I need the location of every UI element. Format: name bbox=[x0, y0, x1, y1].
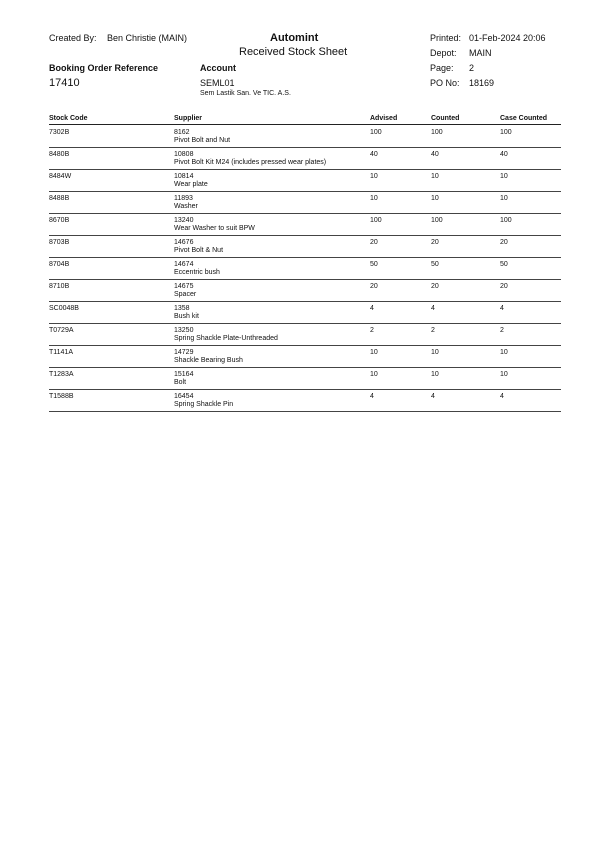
table-row bbox=[49, 323, 561, 346]
supplier-description-cell: Eccentric bush bbox=[174, 269, 220, 276]
case-counted-cell: 10 bbox=[500, 371, 508, 378]
case-counted-cell: 50 bbox=[500, 261, 508, 268]
advised-cell: 20 bbox=[370, 239, 378, 246]
case-counted-cell: 4 bbox=[500, 305, 504, 312]
advised-cell: 100 bbox=[370, 217, 382, 224]
stock-code-cell: 8480B bbox=[49, 151, 70, 158]
stock-code-cell: T1141A bbox=[49, 349, 73, 356]
printed-value: 01-Feb-2024 20:06 bbox=[469, 33, 546, 43]
sheet-title: Received Stock Sheet bbox=[239, 46, 348, 58]
stock-code-cell: 8703B bbox=[49, 239, 70, 246]
stock-code-cell: 8710B bbox=[49, 283, 70, 290]
stock-code-cell: T0729A bbox=[49, 327, 74, 334]
col-counted: Counted bbox=[431, 115, 460, 122]
supplier-code-cell: 14676 bbox=[174, 239, 194, 246]
table-row bbox=[49, 169, 561, 192]
supplier-description-cell: Wear plate bbox=[174, 181, 208, 188]
supplier-description-cell: Bolt bbox=[174, 379, 187, 386]
account-name: Sem Lastik San. Ve TIC. A.S. bbox=[200, 90, 291, 97]
created-by-label: Created By: bbox=[49, 33, 97, 43]
supplier-description-cell: Pivot Bolt and Nut bbox=[174, 137, 231, 144]
table-row bbox=[49, 279, 561, 302]
counted-cell: 100 bbox=[431, 217, 443, 224]
counted-cell: 10 bbox=[431, 371, 439, 378]
supplier-code-cell: 10814 bbox=[174, 173, 194, 180]
stock-code-cell: T1283A bbox=[49, 371, 74, 378]
supplier-code-cell: 14675 bbox=[174, 283, 194, 290]
counted-cell: 20 bbox=[431, 283, 439, 290]
stock-code-cell: T1588B bbox=[49, 393, 74, 400]
table-row bbox=[49, 367, 561, 390]
case-counted-cell: 20 bbox=[500, 239, 508, 246]
supplier-code-cell: 8162 bbox=[174, 129, 190, 136]
advised-cell: 100 bbox=[370, 129, 382, 136]
counted-cell: 4 bbox=[431, 393, 435, 400]
stock-code-cell: 8488B bbox=[49, 195, 70, 202]
counted-cell: 4 bbox=[431, 305, 435, 312]
supplier-description-cell: Pivot Bolt & Nut bbox=[174, 247, 224, 254]
supplier-code-cell: 13240 bbox=[174, 217, 194, 224]
stock-code-cell: 7302B bbox=[49, 129, 70, 136]
table-row bbox=[49, 301, 561, 324]
booking-ref-value: 17410 bbox=[49, 77, 80, 89]
supplier-description-cell: Washer bbox=[174, 203, 198, 210]
table-row bbox=[49, 191, 561, 214]
supplier-code-cell: 13250 bbox=[174, 327, 194, 334]
case-counted-cell: 100 bbox=[500, 217, 512, 224]
depot-label: Depot: bbox=[430, 48, 457, 58]
col-supplier: Supplier bbox=[174, 115, 203, 122]
company-name: Automint bbox=[270, 32, 319, 44]
account-code: SEML01 bbox=[200, 78, 235, 88]
advised-cell: 4 bbox=[370, 393, 374, 400]
page-value: 2 bbox=[469, 63, 475, 73]
col-advised: Advised bbox=[370, 115, 398, 122]
created-by-value: Ben Christie (MAIN) bbox=[107, 33, 188, 43]
advised-cell: 40 bbox=[370, 151, 378, 158]
supplier-code-cell: 14729 bbox=[174, 349, 194, 356]
col-case-counted: Case Counted bbox=[500, 115, 548, 122]
counted-cell: 100 bbox=[431, 129, 443, 136]
printed-label: Printed: bbox=[430, 33, 462, 43]
advised-cell: 2 bbox=[370, 327, 374, 334]
supplier-code-cell: 10808 bbox=[174, 151, 194, 158]
supplier-description-cell: Pivot Bolt Kit M24 (includes pressed wear plates) bbox=[174, 159, 327, 166]
counted-cell: 2 bbox=[431, 327, 435, 334]
case-counted-cell: 2 bbox=[500, 327, 504, 334]
case-counted-cell: 10 bbox=[500, 349, 508, 356]
case-counted-cell: 40 bbox=[500, 151, 508, 158]
table-row bbox=[49, 147, 561, 170]
stock-code-cell: 8704B bbox=[49, 261, 70, 268]
advised-cell: 10 bbox=[370, 195, 378, 202]
supplier-code-cell: 16454 bbox=[174, 393, 194, 400]
supplier-code-cell: 11893 bbox=[174, 195, 193, 202]
supplier-description-cell: Spacer bbox=[174, 291, 197, 298]
supplier-description-cell: Wear Washer to suit BPW bbox=[174, 225, 255, 232]
po-value: 18169 bbox=[469, 78, 495, 88]
supplier-description-cell: Spring Shackle Plate-Unthreaded bbox=[174, 335, 278, 342]
depot-value: MAIN bbox=[469, 48, 492, 58]
page-label: Page: bbox=[430, 63, 454, 73]
stock-code-cell: 8484W bbox=[49, 173, 72, 180]
counted-cell: 10 bbox=[431, 349, 439, 356]
table-row bbox=[49, 125, 561, 148]
stock-code-cell: SC0048B bbox=[49, 305, 79, 312]
supplier-code-cell: 14674 bbox=[174, 261, 194, 268]
advised-cell: 4 bbox=[370, 305, 374, 312]
table-row bbox=[49, 389, 561, 412]
col-stock-code: Stock Code bbox=[49, 115, 88, 122]
counted-cell: 40 bbox=[431, 151, 439, 158]
advised-cell: 20 bbox=[370, 283, 378, 290]
counted-cell: 10 bbox=[431, 173, 439, 180]
table-row bbox=[49, 213, 561, 236]
counted-cell: 20 bbox=[431, 239, 439, 246]
case-counted-cell: 100 bbox=[500, 129, 512, 136]
supplier-description-cell: Shackle Bearing Bush bbox=[174, 357, 243, 364]
advised-cell: 10 bbox=[370, 371, 378, 378]
po-label: PO No: bbox=[430, 78, 460, 88]
advised-cell: 50 bbox=[370, 261, 378, 268]
table-row bbox=[49, 235, 561, 258]
case-counted-cell: 4 bbox=[500, 393, 504, 400]
table-row bbox=[49, 345, 561, 368]
supplier-code-cell: 1358 bbox=[174, 305, 190, 312]
advised-cell: 10 bbox=[370, 349, 378, 356]
counted-cell: 10 bbox=[431, 195, 439, 202]
account-label: Account bbox=[200, 63, 236, 73]
case-counted-cell: 10 bbox=[500, 195, 508, 202]
advised-cell: 10 bbox=[370, 173, 378, 180]
booking-ref-label: Booking Order Reference bbox=[49, 63, 159, 73]
supplier-description-cell: Spring Shackle Pin bbox=[174, 401, 234, 408]
supplier-code-cell: 15164 bbox=[174, 371, 194, 378]
table-row bbox=[49, 257, 561, 280]
case-counted-cell: 10 bbox=[500, 173, 508, 180]
counted-cell: 50 bbox=[431, 261, 439, 268]
supplier-description-cell: Bush kit bbox=[174, 313, 199, 320]
stock-code-cell: 8670B bbox=[49, 217, 70, 224]
case-counted-cell: 20 bbox=[500, 283, 508, 290]
